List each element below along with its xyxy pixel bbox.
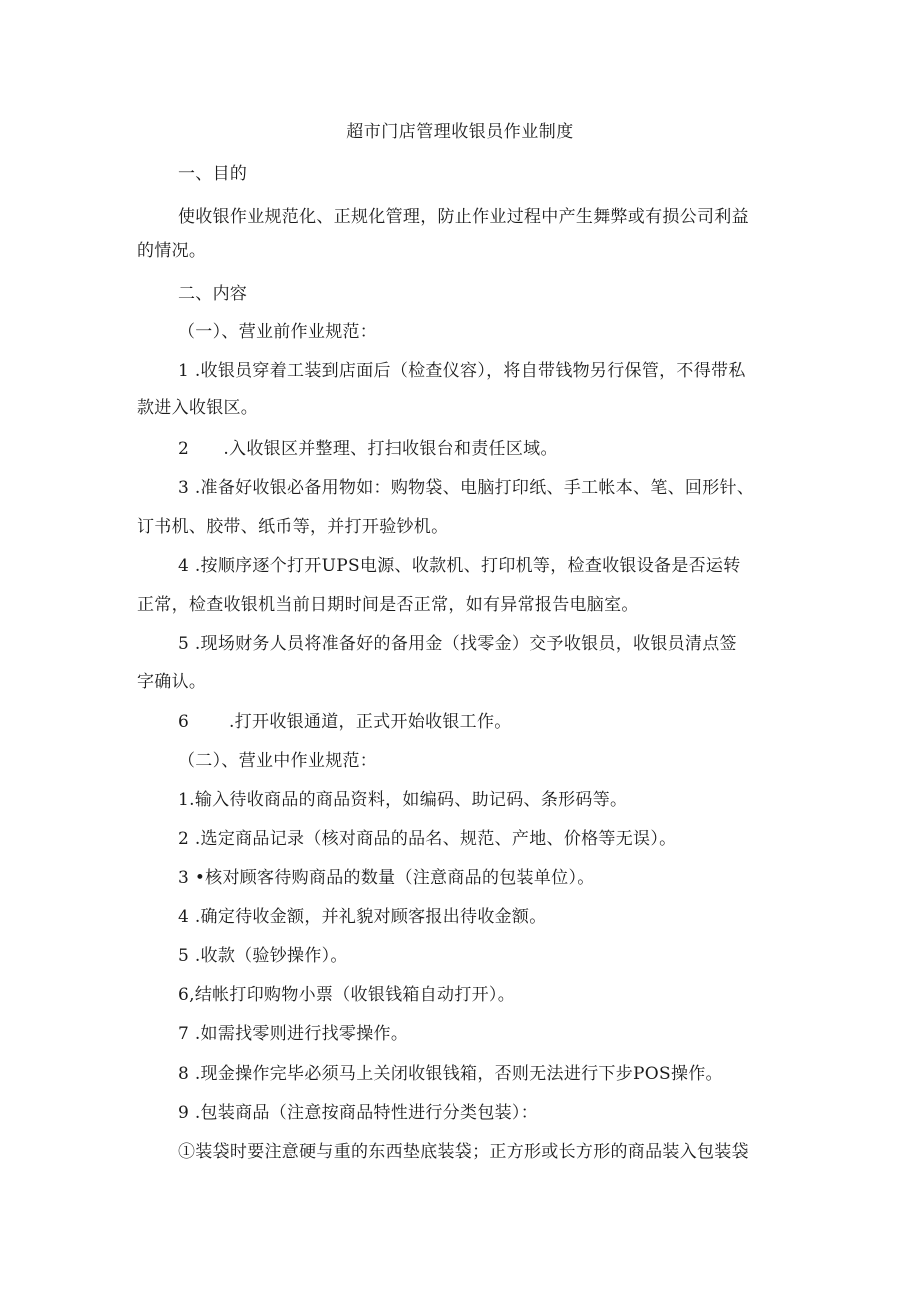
- paragraph-line: 的情况。: [137, 241, 207, 261]
- list-item: 9 .包装商品（注意按商品特性进行分类包装）：: [178, 1103, 539, 1123]
- list-item-continuation: 款进入收银区。: [137, 398, 259, 418]
- list-item: 5 .现场财务人员将准备好的备用金（找零金）交予收银员，收银员清点签: [178, 634, 737, 654]
- document-title: 超市门店管理收银员作业制度: [346, 122, 574, 142]
- list-item: 8 .现金操作完毕必须马上关闭收银钱箱，否则无法进行下步POS操作。: [178, 1064, 723, 1084]
- list-item: 2 .选定商品记录（核对商品的品名、规范、产地、价格等无误）。: [178, 829, 677, 849]
- list-item: 5 .收款（验钞操作）。: [178, 946, 348, 966]
- list-item: 2 .入收银区并整理、打扫收银台和责任区域。: [178, 439, 558, 459]
- list-item: 3 .准备好收银必备用物如：购物袋、电脑打印纸、手工帐本、笔、回形针、: [178, 478, 755, 498]
- list-item: 7 .如需找零则进行找零操作。: [178, 1024, 409, 1044]
- list-item: 3 •核对顾客待购商品的数量（注意商品的包装单位）。: [178, 868, 595, 888]
- paragraph-line: 使收银作业规范化、正规化管理，防止作业过程中产生舞弊或有损公司利益: [178, 207, 749, 227]
- section-heading-content: 二、内容: [178, 284, 248, 304]
- list-item: 4 .按顺序逐个打开UPS电源、收款机、打印机等，检查收银设备是否运转: [178, 556, 741, 576]
- list-item-continuation: 正常，检查收银机当前日期时间是否正常，如有异常报告电脑室。: [137, 595, 639, 615]
- list-item: 6,结帐打印购物小票（收银钱箱自动打开）。: [178, 985, 516, 1005]
- section-heading-purpose: 一、目的: [178, 164, 248, 184]
- subsection-heading-during-business: （二）、营业中作业规范：: [178, 751, 378, 771]
- subsection-heading-pre-business: （一）、营业前作业规范：: [178, 322, 378, 342]
- list-item: 1 .收银员穿着工装到店面后（检查仪容），将自带钱物另行保管，不得带私: [178, 361, 746, 381]
- list-item: 1.输入待收商品的商品资料，如编码、助记码、条形码等。: [178, 790, 628, 810]
- list-item: 4 .确定待收金额，并礼貌对顾客报出待收金额。: [178, 907, 547, 927]
- list-item-continuation: 字确认。: [137, 672, 207, 692]
- list-item: 6 .打开收银通道，正式开始收银工作。: [178, 712, 512, 732]
- list-item: ①装袋时要注意硬与重的东西垫底装袋；正方形或长方形的商品装入包装袋: [178, 1142, 749, 1162]
- list-item-continuation: 订书机、胶带、纸币等，并打开验钞机。: [137, 517, 449, 537]
